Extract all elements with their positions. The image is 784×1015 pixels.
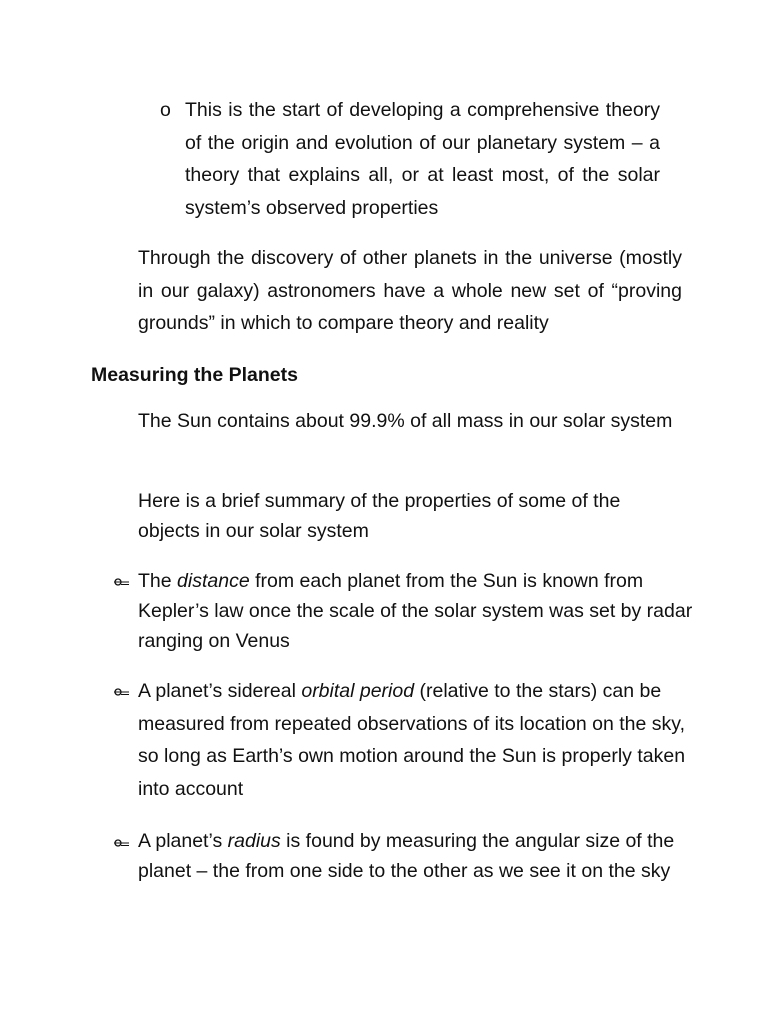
sun-mass-paragraph: The Sun contains about 99.9% of all mass in our solar system	[138, 410, 673, 432]
bullet-text-before: The	[138, 570, 178, 592]
bullet-emphasis: distance	[177, 570, 250, 592]
bullet-text-after: (relative to the stars) can be measured from repeated observations of its location on the sky, so long as Earth’s own motion around the Sun is properly taken into account	[138, 680, 686, 800]
bullet-marker: o	[160, 99, 171, 121]
sub-bullet-text: This is the start of developing a comprehensive theory of the origin and evolution of our planetary system – a theory that explains all, or at least most, of the solar system’s observed properties	[185, 99, 660, 219]
bullet-item-orbital-period	[138, 675, 698, 805]
intro-paragraph: Through the discovery of other planets in the universe (mostly in our galaxy) astronomers have a whole new set of “proving grounds” in which to compare theory and reality	[138, 247, 682, 334]
bullet-text-after: from each planet from the Sun is known from Kepler’s law once the scale of the solar system was set by radar ranging on Venus	[138, 570, 693, 652]
section-heading: Measuring the Planets	[91, 364, 298, 386]
bullet-marker-icon	[113, 675, 133, 705]
bullet-emphasis: orbital period	[301, 680, 415, 702]
bullet-text-before: A planet’s	[138, 830, 228, 852]
bullet-text-before: A planet’s sidereal	[138, 680, 302, 702]
sub-bullet-item	[160, 94, 660, 224]
bullet-item-distance	[138, 566, 698, 656]
bullet-text-after: is found by measuring the angular size of the planet – the from one side to the other as we see it on the sky	[138, 830, 675, 882]
bullet-marker-icon	[113, 566, 133, 596]
bullet-emphasis: radius	[227, 830, 281, 852]
bullet-item-radius	[138, 826, 698, 886]
bullet-marker-icon	[113, 826, 133, 856]
summary-paragraph: Here is a brief summary of the properties of some of the objects in our solar system	[138, 490, 621, 542]
